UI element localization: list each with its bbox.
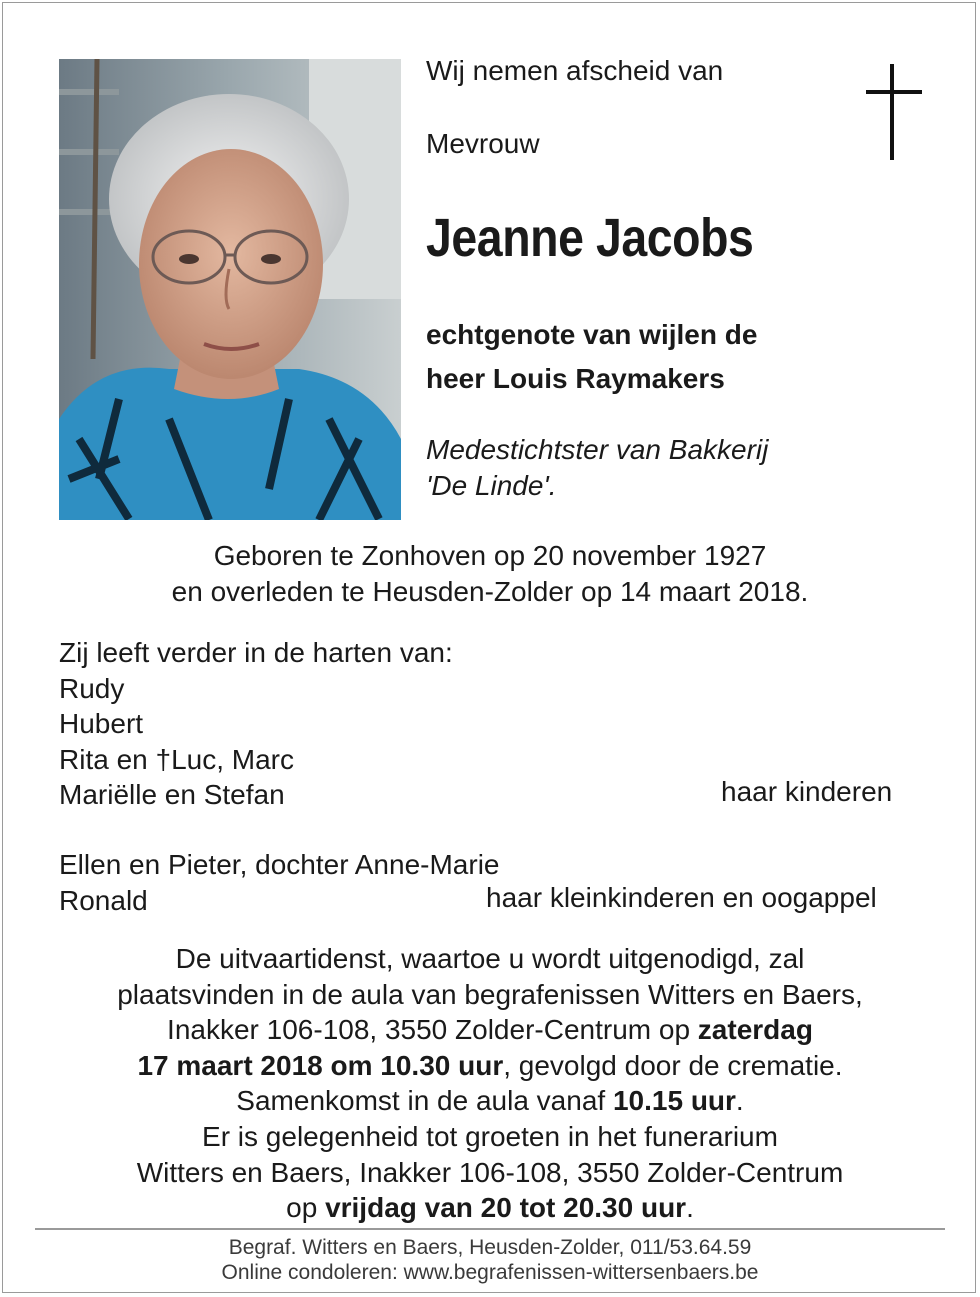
list-item: Ellen en Pieter, dochter Anne-Marie — [59, 849, 500, 880]
born-line-1: Geboren te Zonhoven op 20 november 1927 — [213, 540, 767, 571]
service-line-6: Er is gelegenheid tot groeten in het funerarium — [202, 1120, 778, 1152]
service-line-7: Witters en Baers, Inakker 106-108, 3550 Zolder-Centrum — [136, 1156, 844, 1188]
born-line-2: en overleden te Heusden-Zolder op 14 maart 2018. — [171, 575, 809, 607]
list-item: Rita en †Luc, Marc — [59, 743, 294, 775]
service-line-5: Samenkomst in de aula vanaf 10.15 uur. — [236, 1085, 744, 1117]
service-line-4: 17 maart 2018 om 10.30 uur, gevolgd door de crematie. — [137, 1049, 843, 1081]
birth-death-info — [0, 538, 980, 609]
deceased-name: Jeanne Jacobs — [426, 208, 754, 268]
spouse-line-2: heer Louis Raymakers — [426, 363, 725, 394]
honorific: Mevrouw — [426, 128, 540, 159]
spouse-info — [426, 313, 757, 401]
role-line-1: Medestichtster van Bakkerij — [426, 434, 769, 465]
service-line-3: Inakker 106-108, 3550 Zolder-Centrum op zaterdag — [167, 1014, 813, 1046]
service-line-8: op vrijdag van 20 tot 20.30 uur. — [286, 1192, 694, 1224]
service-line-1: De uitvaartidenst, waartoe u wordt uitgenodigd, zal — [175, 943, 805, 974]
children-label: haar kinderen — [721, 776, 893, 807]
list-item: Mariëlle en Stefan — [59, 779, 285, 810]
portrait-photo — [59, 59, 401, 520]
footer-divider — [35, 1228, 945, 1230]
role-line-2: 'De Linde'. — [426, 470, 557, 501]
list-item: Rudy — [59, 672, 125, 704]
list-item: Ronald — [59, 884, 148, 916]
service-line-2: plaatsvinden in de aula van begrafenissen Witters en Baers, — [117, 978, 863, 1010]
intro-text: Wij nemen afscheid van — [426, 55, 724, 86]
grandchildren-label: haar kleinkinderen en oogappel — [486, 882, 877, 913]
footer-contact: Begraf. Witters en Baers, Heusden-Zolder, 011/53.64.59 — [228, 1236, 752, 1259]
cross-icon — [866, 64, 922, 160]
grandchildren-list — [59, 847, 499, 918]
role-info — [426, 432, 768, 504]
survivors-heading: Zij leeft verder in de harten van: — [59, 637, 453, 668]
spouse-line-1: echtgenote van wijlen de — [426, 319, 758, 350]
survivors-list — [59, 635, 453, 813]
footer — [0, 1236, 980, 1285]
service-info — [0, 941, 980, 1226]
list-item: Hubert — [59, 708, 144, 739]
footer-condolence-link[interactable]: Online condoleren: www.begrafenissen-wittersenbaers.be — [221, 1260, 759, 1284]
